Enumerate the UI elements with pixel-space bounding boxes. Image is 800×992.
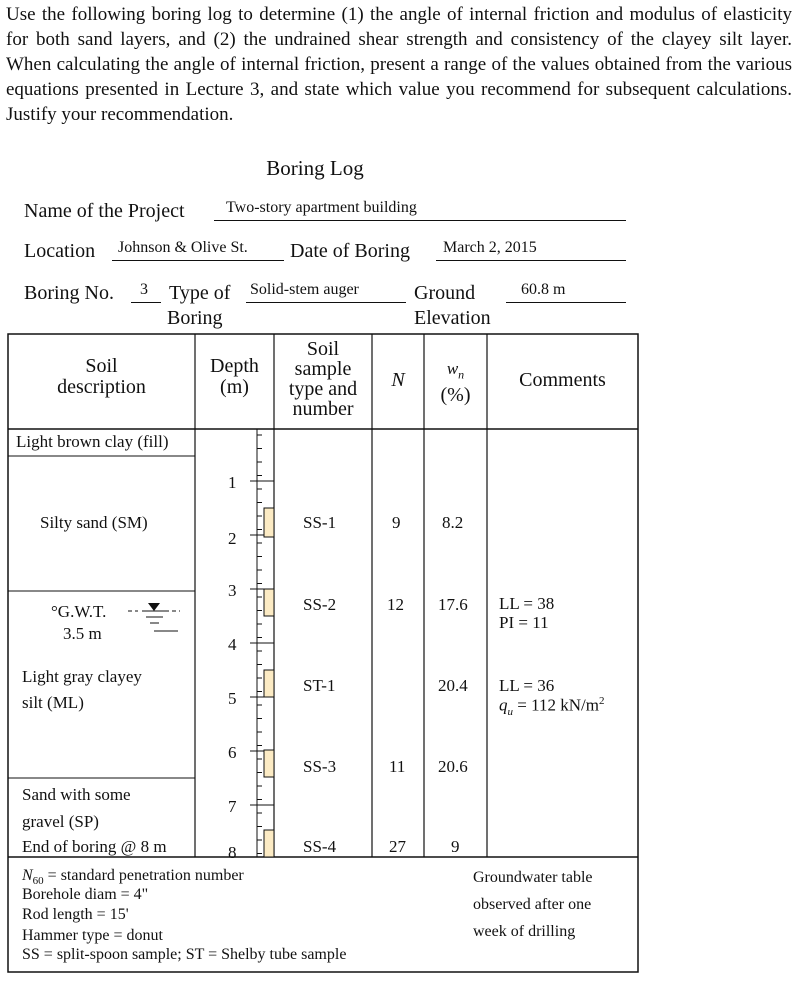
depth-label-8: 8 — [228, 843, 237, 862]
n60-sub: 60 — [32, 875, 44, 888]
gwt-label: °G.W.T. — [51, 602, 107, 621]
depth-minor-ticks — [257, 435, 262, 854]
col-header-wn-2: (%) — [440, 384, 471, 407]
sample-interval-marker — [264, 508, 274, 537]
col-header-soil-2: description — [57, 376, 146, 398]
sample-interval-marker — [264, 830, 274, 857]
sample-id-ss4: SS-4 — [303, 837, 337, 856]
footnote-diam: Borehole diam = 4" — [22, 886, 149, 903]
sample-wn-ss2: 17.6 — [438, 595, 468, 614]
depth-label-1: 1 — [228, 473, 237, 492]
depth-label-4: 4 — [228, 635, 237, 654]
sample-interval-marker — [264, 589, 274, 616]
problem-statement: Use the following boring log to determine (1) the angle of internal friction and modulus of elasticity for both sand layers, and (2) the undrained shear strength and consistency of the clayey silt layer. When calculating the angle of internal friction, present a range of the values obtained from the various equations presented in Lecture 3, and state which value you recommend for subsequent calculations. Justify your recommendation. — [6, 4, 792, 125]
layer-clayey-silt-2: silt (ML) — [22, 693, 84, 712]
sample-interval-marker — [264, 670, 274, 697]
sample-id-ss1: SS-1 — [303, 513, 337, 532]
col-header-comments: Comments — [519, 369, 606, 391]
groundwater-note-2: observed after one — [473, 896, 592, 913]
comment-ll-st1: LL = 36 — [499, 676, 555, 695]
groundwater-note — [473, 864, 593, 945]
col-header-depth-2: (m) — [220, 376, 249, 398]
boring-no-label: Boring No. — [24, 282, 114, 304]
boring-log-title: Boring Log — [266, 156, 364, 180]
col-header-soil — [8, 356, 195, 398]
sample-n-ss1: 9 — [392, 513, 401, 532]
sample-n-ss2: 12 — [387, 595, 404, 614]
sample-n-ss3: 11 — [389, 757, 406, 776]
project-label: Name of the Project — [24, 200, 185, 222]
date-label: Date of Boring — [290, 240, 410, 262]
col-header-n: N — [391, 369, 405, 391]
comment-pi-ss2: PI = 11 — [499, 613, 549, 632]
sample-id-ss3: SS-3 — [303, 757, 337, 776]
layer-sand-gravel-1: Sand with some — [22, 785, 131, 804]
gwt-depth: 3.5 m — [63, 624, 102, 643]
qu-symbol: q — [499, 695, 508, 715]
sample-interval-marker — [264, 750, 274, 777]
type-label: Type of — [169, 282, 231, 304]
project-value: Two-story apartment building — [226, 199, 417, 216]
footnote-sample-types: SS = split-spoon sample; ST = Shelby tube sample — [22, 946, 347, 963]
layer-fill: Light brown clay (fill) — [16, 432, 169, 451]
col-header-wn-sub: n — [458, 367, 465, 382]
qu-sub: u — [507, 706, 513, 719]
elevation-label: Ground — [414, 282, 476, 304]
comment-ll-ss2: LL = 38 — [499, 594, 555, 613]
col-header-depth-1: Depth — [210, 355, 259, 377]
sample-wn-ss1: 8.2 — [442, 513, 464, 532]
depth-label-2: 2 — [228, 529, 237, 548]
type-value: Solid-stem auger — [250, 281, 359, 298]
n60-symbol: N — [22, 867, 33, 884]
sample-n-ss4: 27 — [389, 837, 406, 856]
sample-wn-st1: 20.4 — [438, 676, 468, 695]
qu-unit-sup: 2 — [598, 695, 605, 707]
col-header-wn — [424, 358, 487, 406]
col-header-depth — [195, 356, 274, 398]
depth-label-7: 7 — [228, 797, 237, 816]
boring-no-value: 3 — [140, 281, 148, 298]
sample-wn-ss3: 20.6 — [438, 757, 468, 776]
col-header-soil-1: Soil — [85, 355, 118, 377]
elevation-label-2: Elevation — [414, 307, 491, 329]
depth-label-6: 6 — [228, 743, 237, 762]
col-header-sample-2: sample — [294, 358, 352, 380]
col-header-sample-1: Soil — [306, 338, 340, 360]
type-label-boring: Boring — [167, 307, 223, 329]
col-header-sample — [274, 339, 372, 419]
col-header-sample-3: type and — [288, 378, 358, 400]
gwt-triangle-icon — [148, 603, 160, 611]
qu-value: = 112 kN/m — [513, 695, 599, 715]
comment-qu-st1 — [499, 695, 604, 718]
depth-label-3: 3 — [228, 581, 237, 600]
elevation-value: 60.8 m — [521, 281, 566, 298]
col-header-wn-symbol: w — [446, 359, 459, 378]
footnote-hammer: Hammer type = donut — [22, 927, 163, 944]
layer-silty-sand: Silty sand (SM) — [40, 513, 148, 532]
col-header-sample-4: number — [292, 398, 354, 420]
n60-desc: = standard penetration number — [43, 867, 244, 884]
date-value: March 2, 2015 — [443, 239, 537, 256]
sample-id-st1: ST-1 — [303, 676, 336, 695]
location-value: Johnson & Olive St. — [118, 239, 248, 256]
layer-sand-gravel-2: gravel (SP) — [22, 812, 99, 831]
groundwater-note-3: week of drilling — [473, 923, 576, 940]
sample-wn-ss4: 9 — [451, 837, 460, 856]
location-label: Location — [24, 240, 96, 262]
end-of-boring: End of boring @ 8 m — [22, 837, 167, 856]
depth-label-5: 5 — [228, 689, 237, 708]
footnote-rod: Rod length = 15' — [22, 906, 129, 923]
sample-id-ss2: SS-2 — [303, 595, 337, 614]
groundwater-note-1: Groundwater table — [473, 869, 593, 886]
layer-clayey-silt-1: Light gray clayey — [22, 667, 142, 686]
